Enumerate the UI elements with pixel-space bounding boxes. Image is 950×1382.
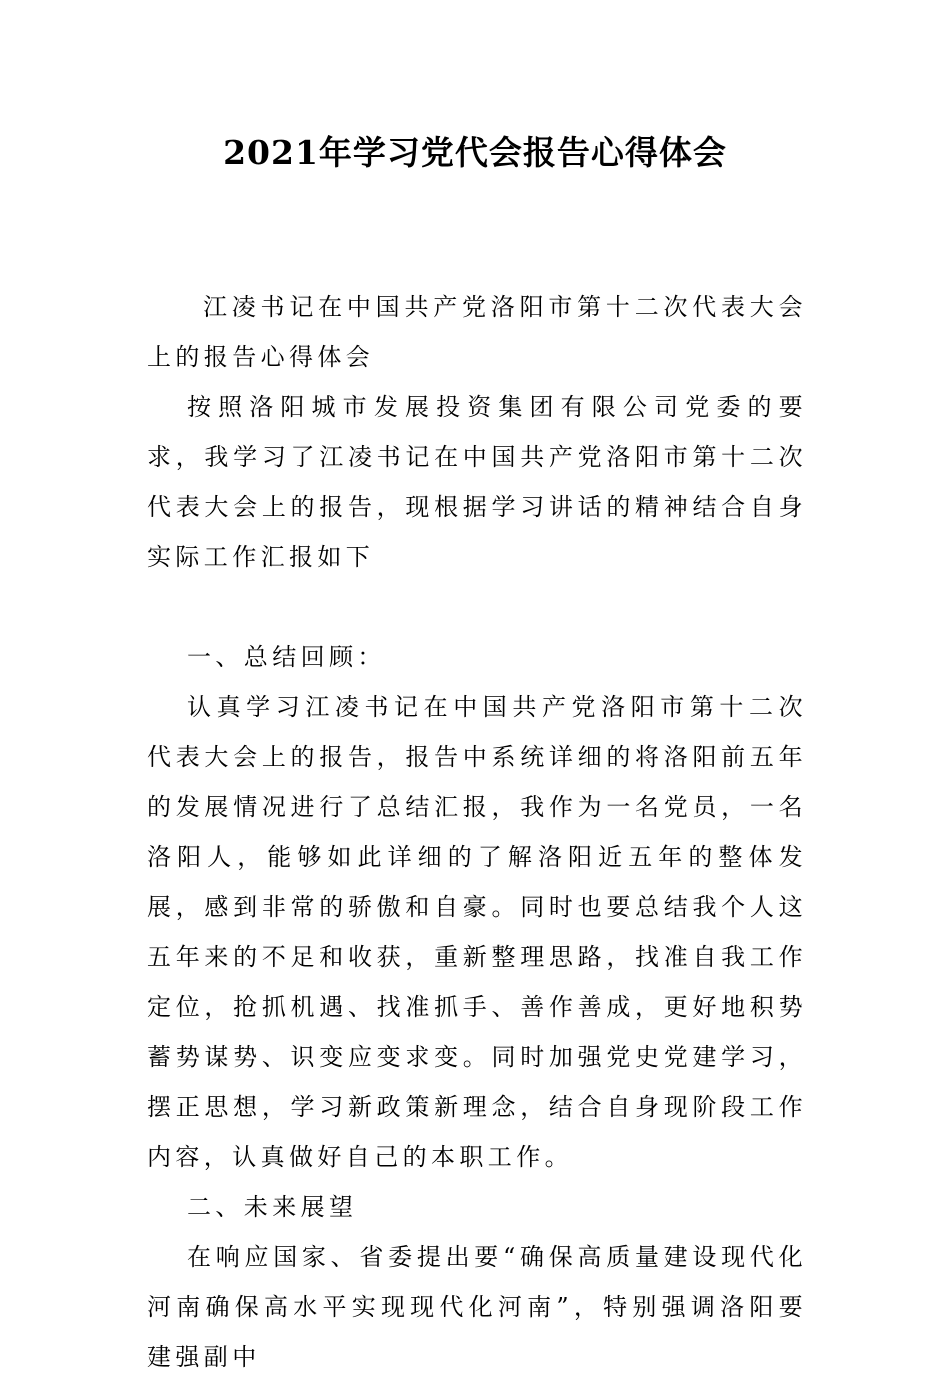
document-body [147, 282, 807, 1382]
section-heading-outlook: 二、未来展望 [187, 1193, 358, 1221]
subtitle-paragraph: 江凌书记在中国共产党洛阳市第十二次代表大会上的报告心得体会 [147, 293, 807, 371]
outlook-paragraph: 在响应国家、省委提出要“确保高质量建设现代化河南确保高水平实现现代化河南”，特别强调洛阳要建强副中 [147, 1243, 807, 1371]
section-heading-review: 一、总结回顾： [187, 643, 386, 671]
document-title: 2021年学习党代会报告心得体会 [223, 133, 727, 172]
intro-paragraph: 按照洛阳城市发展投资集团有限公司党委的要求，我学习了江凌书记在中国共产党洛阳市第十二次代表大会上的报告，现根据学习讲话的精神结合自身实际工作汇报如下 [147, 393, 807, 571]
review-paragraph: 认真学习江凌书记在中国共产党洛阳市第十二次代表大会上的报告，报告中系统详细的将洛阳前五年的发展情况进行了总结汇报，我作为一名党员，一名洛阳人，能够如此详细的了解洛阳近五年的整体发展，感到非常的骄傲和自豪。同时也要总结我个人这五年来的不足和收获，重新整理思路，找准自我工作定位，抢抓机遇、找准抓手、善作善成，更好地积势蓄势谋势、识变应变求变。同时加强党史党建学习，摆正思想，学习新政策新理念，结合自身现阶段工作内容，认真做好自己的本职工作。 [147, 693, 807, 1171]
